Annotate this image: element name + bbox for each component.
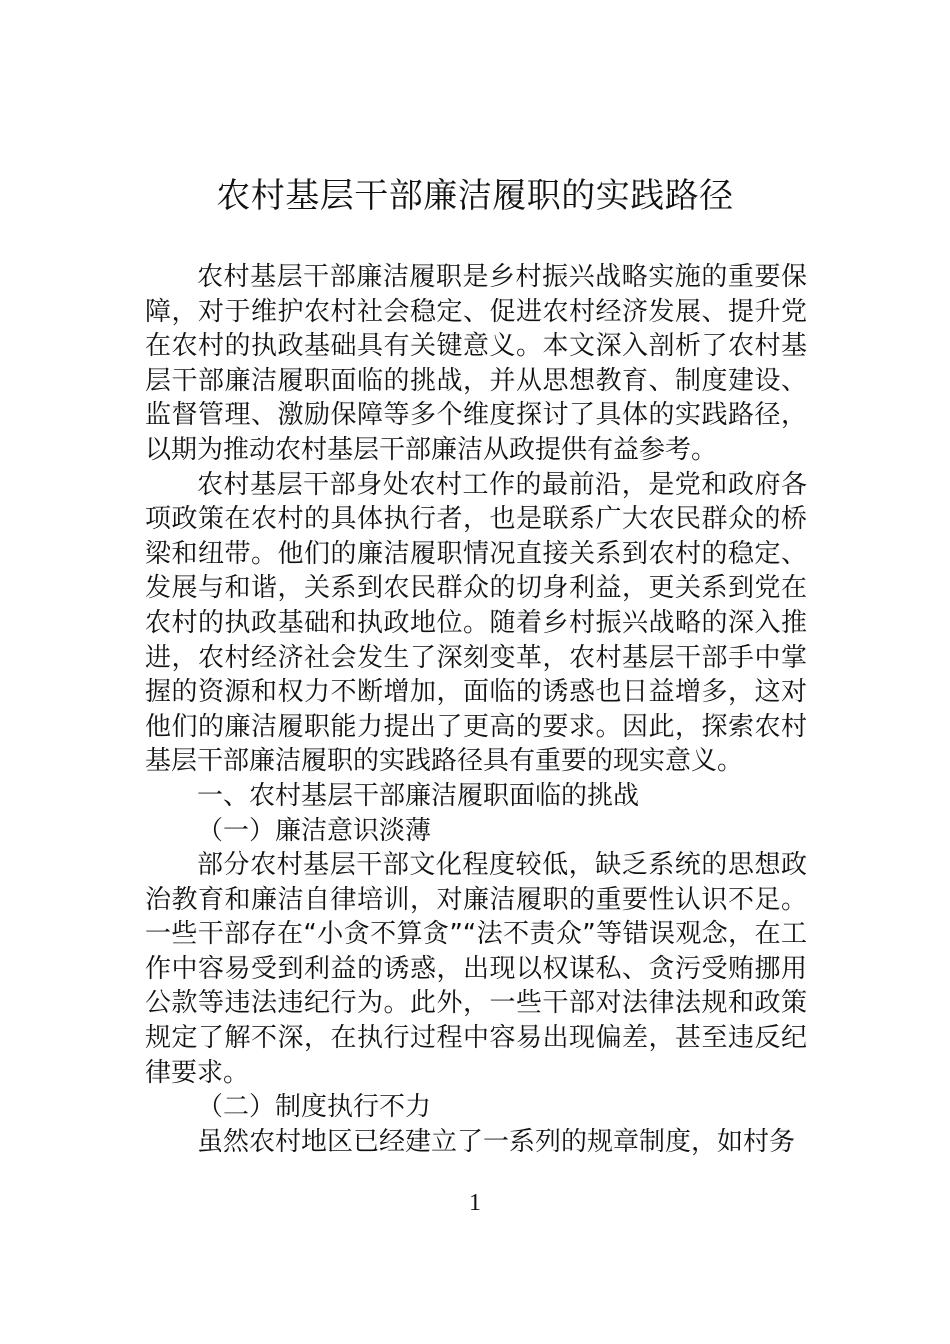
subsection-heading-integrity-awareness: （一）廉洁意识淡薄 xyxy=(197,815,432,846)
subsection-heading-system-execution: （二）制度执行不力 xyxy=(197,1092,432,1123)
document-title: 农村基层干部廉洁履职的实践路径 xyxy=(216,176,734,216)
paragraph-introduction: 农村基层干部身处农村工作的最前沿，是党和政府各项政策在农村的具体执行者，也是联系广大农民群众的桥梁和纽带。他们的廉洁履职情况直接关系到农村的稳定、发展与和谐，关系到农民群众的切身利益，更关系到党在农村的执政基础和执政地位。随着乡村振兴战略的深入推进，农村经济社会发生了深刻变革，农村基层干部手中掌握的资源和权力不断增加，面临的诱惑也日益增多，这对他们的廉洁履职能力提出了更高的要求。因此，探索农村基层干部廉洁履职的实践路径具有重要的现实意义。 xyxy=(145,469,807,777)
page-number: 1 xyxy=(469,1190,481,1216)
paragraph-system-execution: 虽然农村地区已经建立了一系列的规章制度，如村务 xyxy=(197,1126,796,1157)
paragraph-abstract: 农村基层干部廉洁履职是乡村振兴战略实施的重要保障，对于维护农村社会稳定、促进农村经济发展、提升党在农村的执政基础具有关键意义。本文深入剖析了农村基层干部廉洁履职面临的挑战，并从思想教育、制度建设、监督管理、激励保障等多个维度探讨了具体的实践路径，以期为推动农村基层干部廉洁从政提供有益参考。 xyxy=(145,262,807,465)
document-body xyxy=(145,260,807,1159)
section-heading-challenges: 一、农村基层干部廉洁履职面临的挑战 xyxy=(197,780,640,811)
paragraph-integrity-awareness: 部分农村基层干部文化程度较低，缺乏系统的思想政治教育和廉洁自律培训，对廉洁履职的重要性认识不足。一些干部存在“小贪不算贪”“法不责众”等错误观念，在工作中容易受到利益的诱惑，出现以权谋私、贪污受贿挪用公款等违法违纪行为。此外，一些干部对法律法规和政策规定了解不深，在执行过程中容易出现偏差，甚至违反纪律要求。 xyxy=(145,850,807,1088)
